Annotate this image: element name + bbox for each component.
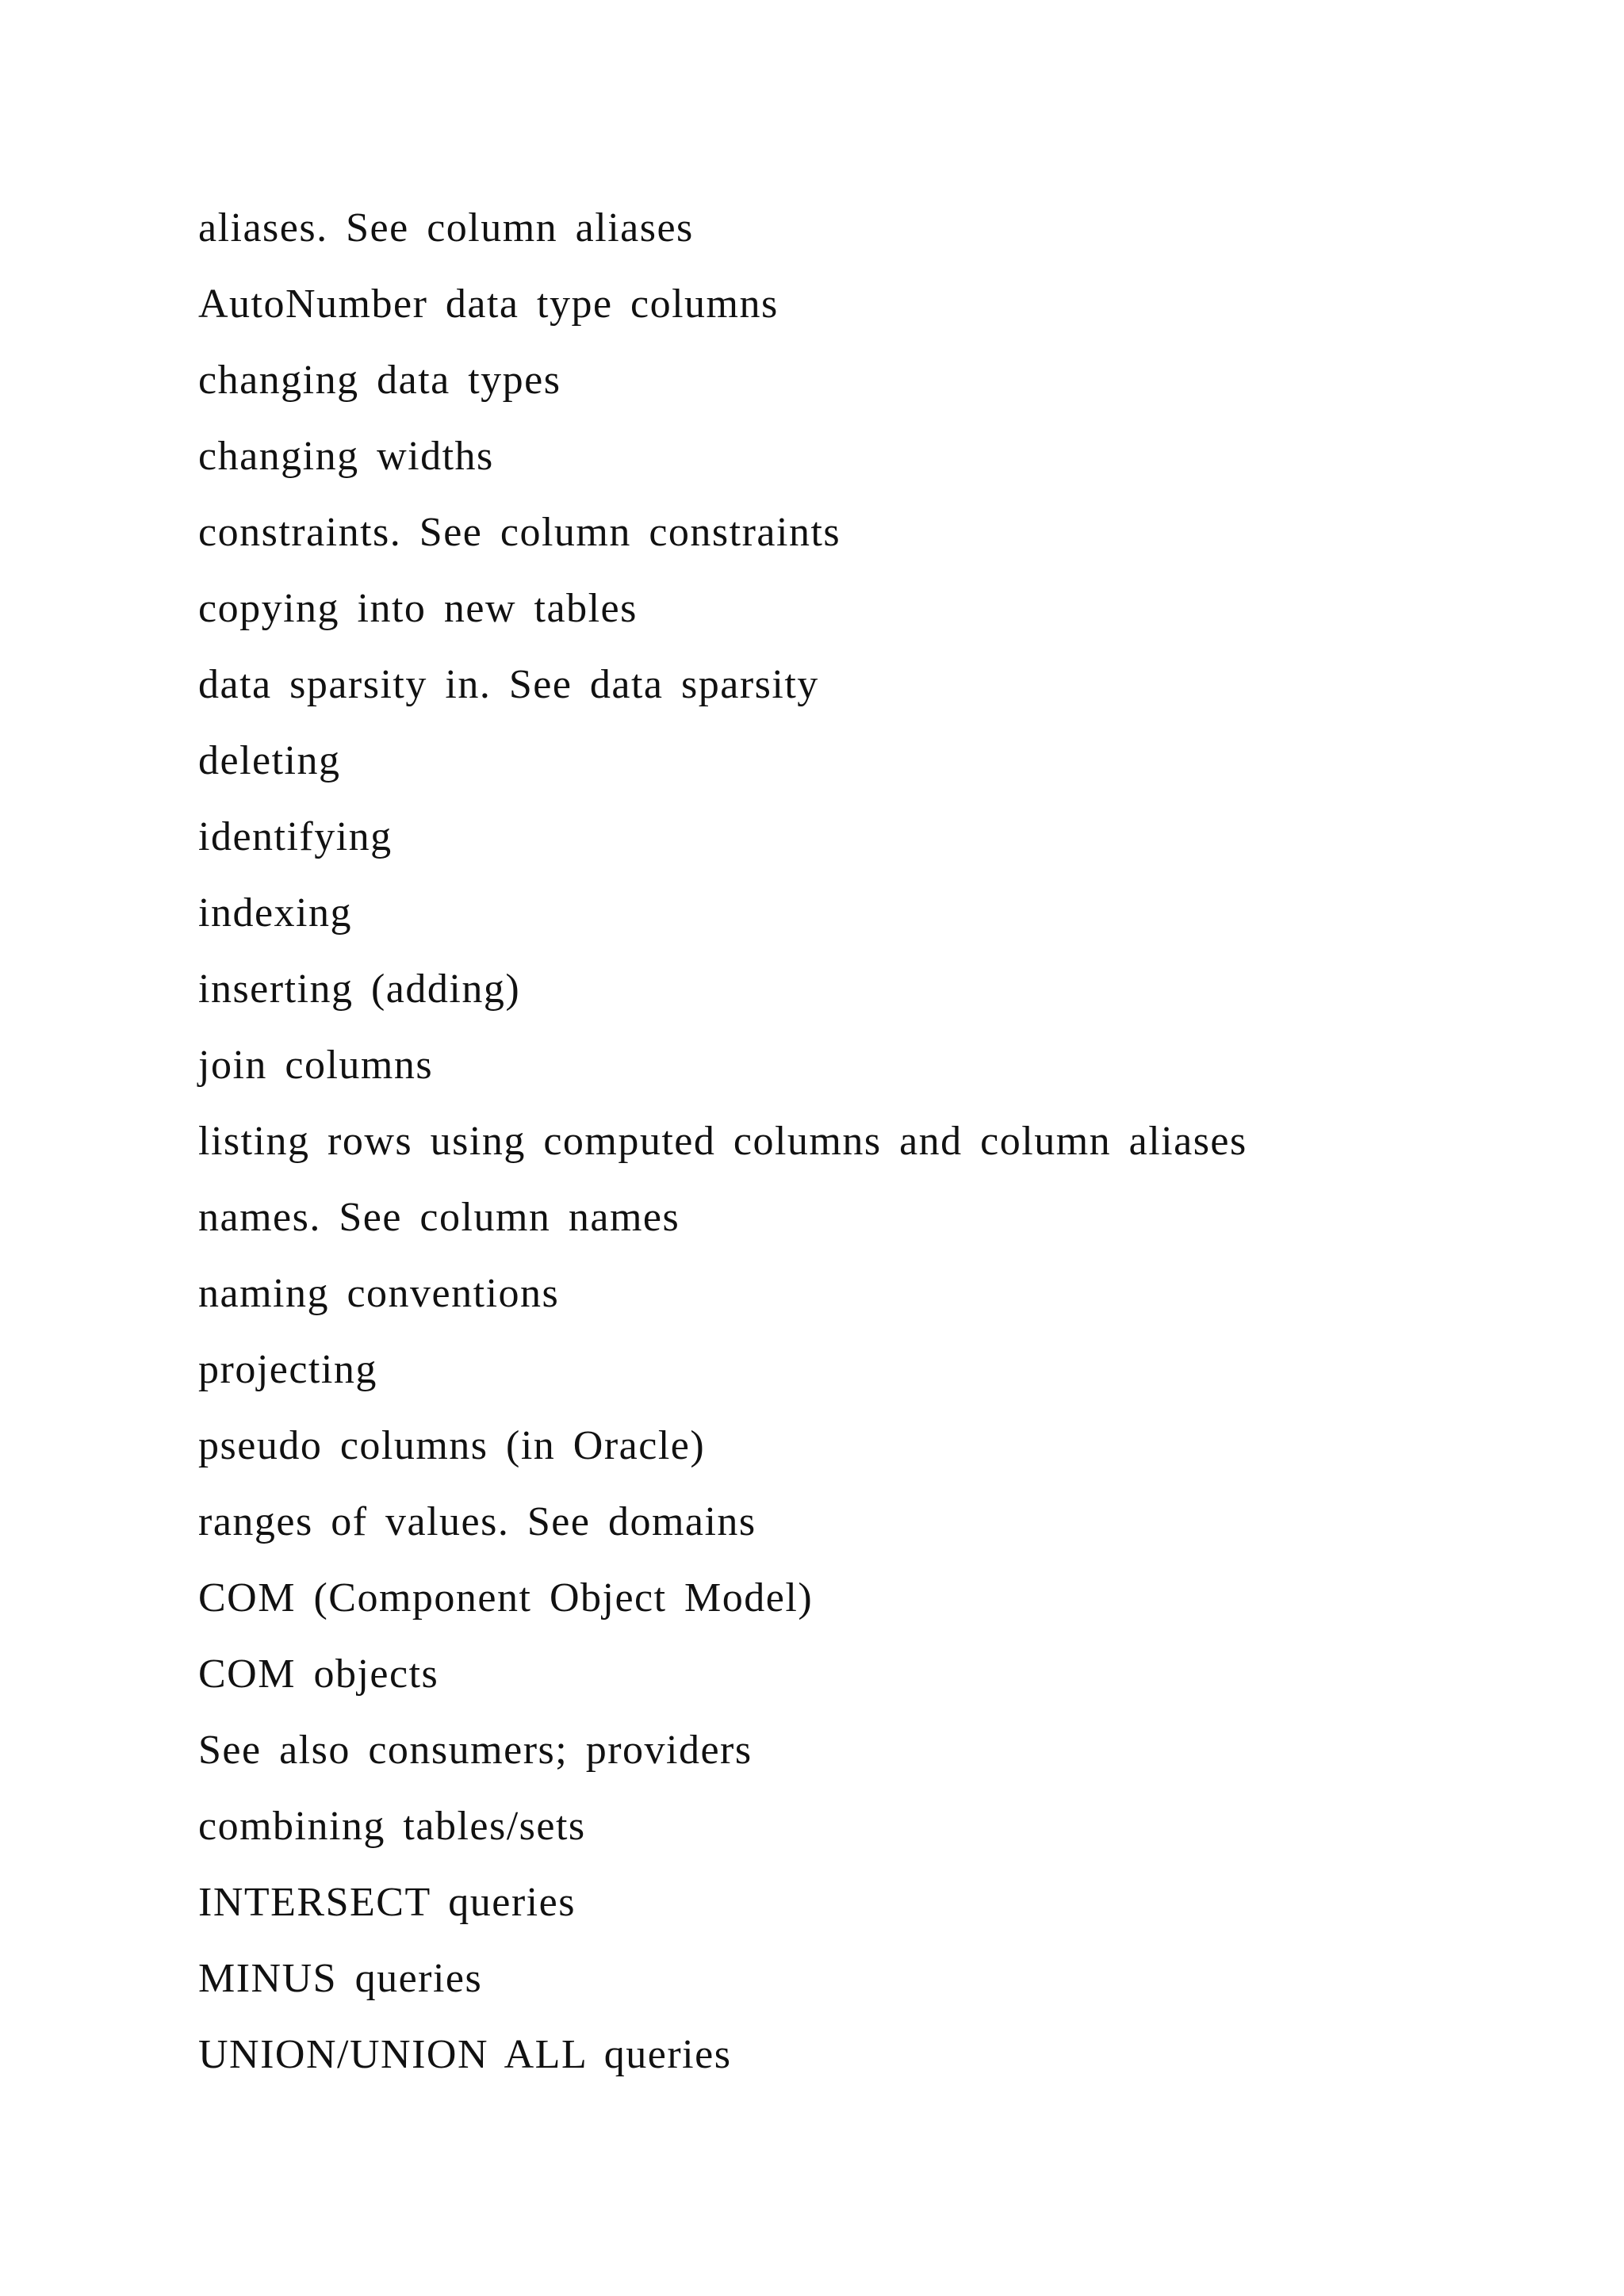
index-entry: pseudo columns (in Oracle) [198, 1423, 706, 1468]
index-entry: INTERSECT queries [198, 1880, 576, 1925]
index-entry: COM objects [198, 1651, 439, 1697]
index-entry-list [198, 190, 1247, 2093]
index-entry: See also consumers; providers [198, 1728, 753, 1773]
index-entry: COM (Component Object Model) [198, 1575, 814, 1621]
index-entry: data sparsity in. See data sparsity [198, 662, 819, 707]
index-entry: changing data types [198, 358, 561, 403]
index-entry: aliases. See column aliases [198, 205, 694, 251]
index-entry: deleting [198, 738, 341, 783]
index-entry: constraints. See column constraints [198, 510, 841, 555]
index-entry: join columns [198, 1043, 434, 1088]
index-entry: ranges of values. See domains [198, 1499, 756, 1544]
index-entry: indexing [198, 890, 352, 936]
index-entry: AutoNumber data type columns [198, 281, 779, 327]
index-entry: inserting (adding) [198, 966, 521, 1012]
index-entry: projecting [198, 1347, 377, 1392]
index-entry: listing rows using computed columns and column aliases [198, 1119, 1247, 1164]
index-entry: naming conventions [198, 1271, 560, 1316]
index-entry: combining tables/sets [198, 1804, 586, 1849]
index-entry: changing widths [198, 434, 494, 479]
index-entry: MINUS queries [198, 1956, 483, 2001]
index-entry: UNION/UNION ALL queries [198, 2032, 732, 2077]
index-entry: copying into new tables [198, 586, 638, 631]
index-entry: identifying [198, 814, 393, 859]
index-entry: names. See column names [198, 1195, 680, 1240]
